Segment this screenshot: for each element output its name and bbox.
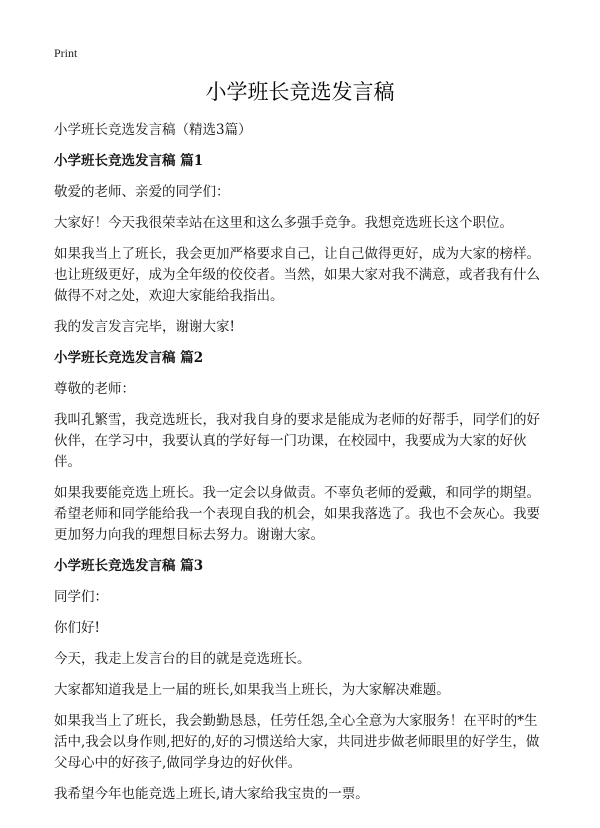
- page-title: 小学班长竞选发言稿: [205, 80, 395, 104]
- section-1: [54, 151, 548, 338]
- paragraph: 大家好！今天我很荣幸站在这里和这么多强手竞争。我想竞选班长这个职位。: [54, 215, 513, 231]
- paragraph: 同学们：: [54, 589, 108, 605]
- section-2: [54, 348, 548, 546]
- paragraph: 今天，我走上发言台的目的就是竞选班长。: [54, 651, 311, 667]
- paragraph: 尊敬的老师：: [54, 381, 135, 397]
- document-body: [54, 120, 548, 815]
- paragraph: 我的发言发言完毕，谢谢大家!: [54, 319, 235, 335]
- section-3: [54, 556, 548, 805]
- paragraph: 我叫孔繁雪，我竞选班长，我对我自身的要求是能成为老师的好帮手，同学们的好伙伴，在学习中，我要认真的学好每一门功课，在校园中，我要成为大家的好伙伴。: [54, 412, 540, 470]
- paragraph: 如果我当上了班长，我会勤勤恳恳，任劳任怨,全心全意为大家服务！在平时的*生活中,我会以身作则,把好的,好的习惯送给大家，共同进步做老师眼里的好学生，做父母心中的好孩子,做同学身边的好伙伴。: [54, 713, 540, 771]
- print-link[interactable]: Print: [54, 46, 78, 60]
- section-heading: 小学班长竞选发言稿 篇2: [54, 350, 204, 366]
- section-heading: 小学班长竞选发言稿 篇1: [54, 153, 204, 169]
- paragraph: 敬爱的老师、亲爱的同学们：: [54, 184, 230, 200]
- section-heading: 小学班长竞选发言稿 篇3: [54, 558, 204, 574]
- paragraph: 大家都知道我是上一届的班长,如果我当上班长，为大家解决难题。: [54, 682, 450, 698]
- paragraph: 如果我当上了班长，我会更加严格要求自己，让自己做得更好，成为大家的榜样。也让班级更好，成为全年级的佼佼者。当然，如果大家对我不满意，或者我有什么做得不对之处，欢迎大家能给我指出。: [54, 246, 540, 304]
- paragraph: 我希望今年也能竞选上班长,请大家给我宝贵的一票。: [54, 786, 369, 802]
- paragraph: 如果我要能竞选上班长。我一定会以身做责。不辜负老师的爱戴，和同学的期望。希望老师和同学能给我一个表现自我的机会，如果我落选了。我也不会灰心。我要更加努力向我的理想目标去努力。谢谢大家。: [54, 485, 540, 543]
- document-subtitle: 小学班长竞选发言稿（精选3篇）: [54, 122, 252, 138]
- paragraph: 你们好!: [54, 620, 100, 636]
